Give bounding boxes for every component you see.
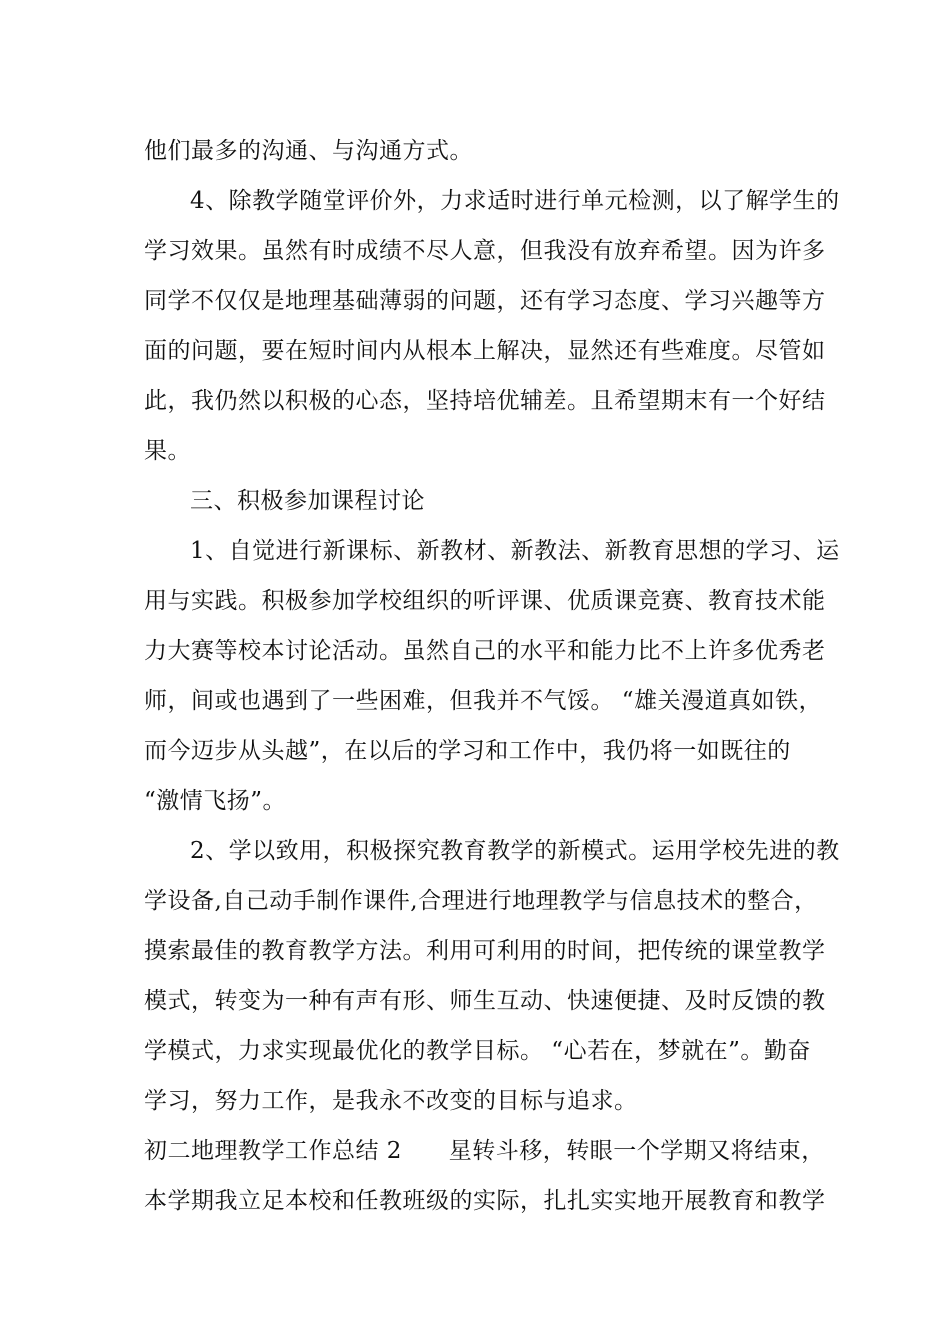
text-line: 本学期我立足本校和任教班级的实际，扎扎实实地开展教育和教学 <box>144 1188 826 1214</box>
text-line: 1、自觉进行新课标、新教材、新教法、新教育思想的学习、运 <box>190 538 840 564</box>
text-line: 2、学以致用，积极探究教育教学的新模式。运用学校先进的教 <box>190 838 840 864</box>
text-line: “激情飞扬”。 <box>144 788 287 814</box>
text-line: 而今迈步从头越”，在以后的学习和工作中，我仍将一如既往的 <box>144 738 791 764</box>
text-line: 4、除教学随堂评价外，力求适时进行单元检测，以了解学生的 <box>190 188 840 214</box>
text-line: 师，间或也遇到了一些困难，但我并不气馁。 “雄关漫道真如铁， <box>144 688 823 714</box>
section-heading: 三、积极参加课程讨论 <box>190 488 425 514</box>
text-line: 面的问题，要在短时间内从根本上解决，显然还有些难度。尽管如 <box>144 338 826 364</box>
text-line: 他们最多的沟通、与沟通方式。 <box>144 138 473 164</box>
text-line: 用与实践。积极参加学校组织的听评课、优质课竞赛、教育技术能 <box>144 588 826 614</box>
text-line: 学习，努力工作，是我永不改变的目标与追求。 <box>144 1088 638 1114</box>
text-line: 模式，转变为一种有声有形、师生互动、快速便捷、及时反馈的教 <box>144 988 826 1014</box>
text-line: 同学不仅仅是地理基础薄弱的问题，还有学习态度、学习兴趣等方 <box>144 288 826 314</box>
text-line: 果。 <box>144 438 191 464</box>
text-line: 此，我仍然以积极的心态，坚持培优辅差。且希望期末有一个好结 <box>144 388 826 414</box>
text-line: 力大赛等校本讨论活动。虽然自己的水平和能力比不上许多优秀老 <box>144 638 826 664</box>
text-line: 摸索最佳的教育教学方法。利用可利用的时间，把传统的课堂教学 <box>144 938 826 964</box>
text-line: 学设备,自己动手制作课件,合理进行地理教学与信息技术的整合， <box>144 888 818 914</box>
text-line: 初二地理教学工作总结 2 星转斗移，转眼一个学期又将结束， <box>144 1138 825 1164</box>
text-line: 学习效果。虽然有时成绩不尽人意，但我没有放弃希望。因为许多 <box>144 238 826 264</box>
text-line: 学模式，力求实现最优化的教学目标。 “心若在，梦就在”。勤奋 <box>144 1038 811 1064</box>
